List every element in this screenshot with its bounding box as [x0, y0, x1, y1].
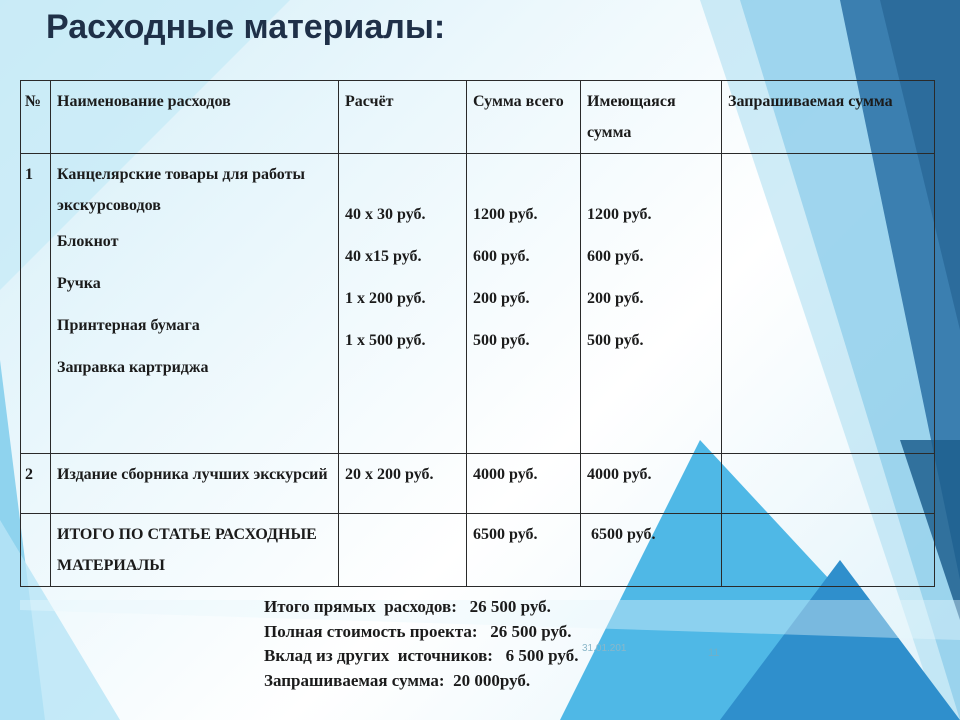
row-number: 1 [21, 154, 51, 454]
item-available: 200 руб. [587, 290, 644, 307]
row-name-cell [51, 154, 339, 454]
row-total: 6500 руб. [467, 514, 581, 587]
row-available: 6500 руб. [581, 514, 722, 587]
footer-date: 31.01.201 [582, 643, 627, 654]
row-available: 4000 руб. [581, 454, 722, 514]
expense-table [20, 80, 935, 587]
item-available: 600 руб. [587, 248, 644, 265]
row-total-cell [467, 154, 581, 454]
item-total: 600 руб. [473, 248, 530, 265]
header-requested: Запрашиваемая сумма [722, 81, 935, 154]
summary-project-cost: Полная стоимость проекта: 26 500 руб. [264, 621, 572, 641]
table-row-total [21, 514, 935, 587]
row-number [21, 514, 51, 587]
summary-other-sources: Вклад из других источников: 6 500 руб. [264, 646, 579, 665]
row-available-cell [581, 154, 722, 454]
table-row [21, 454, 935, 514]
table-row [21, 154, 935, 454]
page-number: 11 [708, 647, 720, 659]
row-name: Издание сборника лучших экскурсий [51, 454, 339, 514]
item-name: Блокнот [57, 233, 119, 250]
row-total: 4000 руб. [467, 454, 581, 514]
item-calc: 1 x 500 руб. [345, 332, 426, 349]
item-calc: 40 x 30 руб. [345, 206, 426, 223]
item-name: Принтерная бумага [57, 317, 200, 334]
header-calc: Расчёт [339, 81, 467, 154]
item-available: 1200 руб. [587, 206, 652, 223]
summary-requested: Запрашиваемая сумма: 20 000руб. [264, 670, 531, 690]
item-total: 500 руб. [473, 332, 530, 349]
header-available: Имеющаяся сумма [581, 81, 722, 154]
item-calc: 1 x 200 руб. [345, 290, 426, 307]
budget-summary [264, 595, 578, 693]
item-calc: 40 x15 руб. [345, 248, 422, 265]
row-name-main: Канцелярские товары для работы экскурсоводов [57, 166, 305, 214]
row-name: ИТОГО ПО СТАТЬЕ РАСХОДНЫЕ МАТЕРИАЛЫ [51, 514, 339, 587]
row-requested-cell [722, 154, 935, 454]
row-requested [722, 454, 935, 514]
slide-title: Расходные материалы: [46, 8, 446, 46]
table-header-row [21, 81, 935, 154]
item-name: Ручка [57, 275, 101, 292]
item-available: 500 руб. [587, 332, 644, 349]
item-total: 1200 руб. [473, 206, 538, 223]
summary-direct-costs: Итого прямых расходов: 26 500 руб. [264, 597, 551, 616]
header-number: № [21, 81, 51, 154]
row-calc: 20 х 200 руб. [339, 454, 467, 514]
item-total: 200 руб. [473, 290, 530, 307]
item-name: Заправка картриджа [57, 359, 209, 376]
row-number: 2 [21, 454, 51, 514]
row-requested [722, 514, 935, 587]
row-calc [339, 514, 467, 587]
header-name: Наименование расходов [51, 81, 339, 154]
row-calc-cell [339, 154, 467, 454]
header-total: Сумма всего [467, 81, 581, 154]
